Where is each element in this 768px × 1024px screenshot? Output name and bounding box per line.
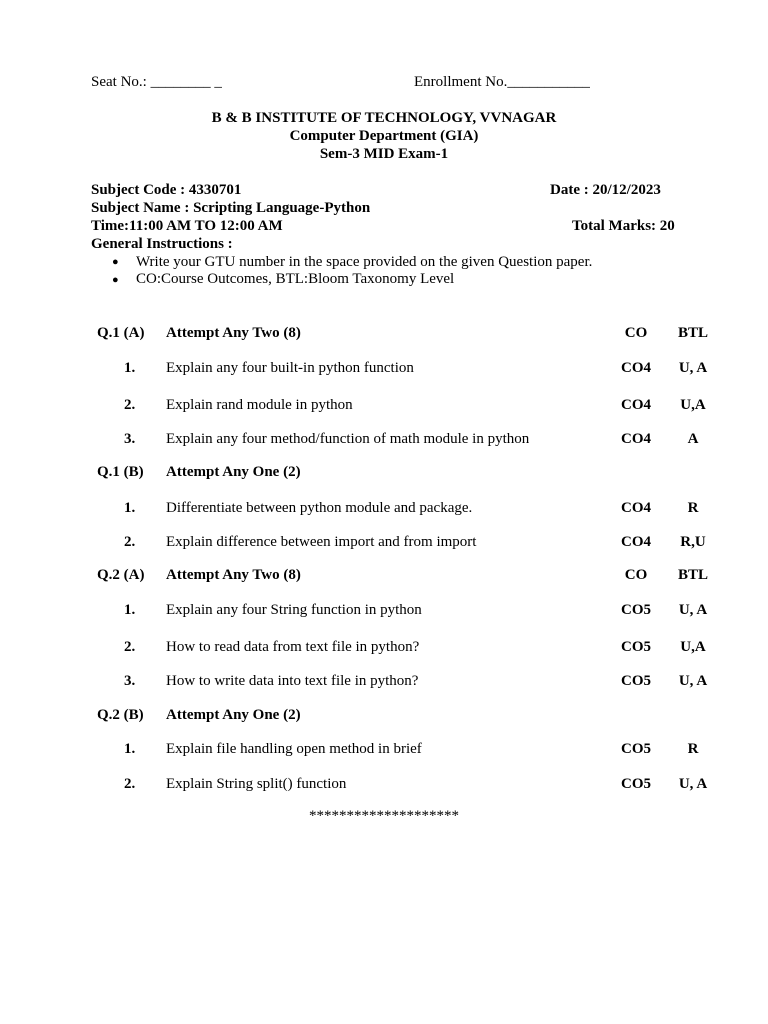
- question-item: [0, 740, 768, 760]
- item-text: Explain rand module in python: [166, 397, 353, 413]
- btl-column-header: BTL: [677, 567, 708, 583]
- question-section-header: [0, 463, 768, 483]
- item-co: CO5: [621, 602, 651, 618]
- question-item: [0, 775, 768, 795]
- item-number: 2.: [124, 534, 136, 550]
- item-btl: U,A: [680, 397, 706, 413]
- item-co: CO4: [621, 534, 651, 550]
- item-co: CO4: [621, 431, 651, 447]
- item-btl: U, A: [678, 776, 708, 792]
- institute-name: B & B INSTITUTE OF TECHNOLOGY, VVNAGAR: [211, 110, 557, 126]
- end-of-paper-marker: ********************: [309, 808, 459, 824]
- question-item: [0, 601, 768, 621]
- total-marks: Total Marks: 20: [572, 218, 675, 234]
- exam-title: Sem-3 MID Exam-1: [319, 146, 449, 162]
- co-column-header: CO: [624, 325, 648, 341]
- item-co: CO4: [621, 397, 651, 413]
- question-item: [0, 638, 768, 658]
- item-text: Explain String split() function: [166, 776, 347, 792]
- question-heading: Attempt Any One (2): [166, 464, 301, 480]
- item-co: CO5: [621, 776, 651, 792]
- item-number: 1.: [124, 360, 136, 376]
- btl-column-header: BTL: [677, 325, 708, 341]
- bullet-icon: ●: [112, 274, 119, 286]
- enrollment-number-label: Enrollment No.___________: [414, 74, 590, 90]
- item-btl: A: [687, 431, 699, 447]
- item-text: Explain difference between import and from import: [166, 534, 477, 550]
- item-number: 2.: [124, 776, 136, 792]
- instruction-item: CO:Course Outcomes, BTL:Bloom Taxonomy Level: [136, 271, 455, 287]
- item-text: Explain file handling open method in brief: [166, 741, 422, 757]
- item-text: Explain any four String function in python: [166, 602, 422, 618]
- item-number: 1.: [124, 500, 136, 516]
- item-co: CO5: [621, 639, 651, 655]
- item-number: 2.: [124, 639, 136, 655]
- item-text: How to write data into text file in python?: [166, 673, 419, 689]
- department-name: Computer Department (GIA): [289, 128, 479, 144]
- question-heading: Attempt Any One (2): [166, 707, 301, 723]
- item-text: Differentiate between python module and package.: [166, 500, 473, 516]
- item-text: Explain any four method/function of math module in python: [166, 431, 530, 447]
- question-section-header: [0, 706, 768, 726]
- item-number: 1.: [124, 602, 136, 618]
- instruction-item: Write your GTU number in the space provided on the given Question paper.: [136, 254, 593, 270]
- bullet-icon: ●: [112, 256, 119, 268]
- item-text: Explain any four built-in python function: [166, 360, 414, 376]
- item-number: 3.: [124, 673, 136, 689]
- item-text: How to read data from text file in python?: [166, 639, 420, 655]
- exam-date: Date : 20/12/2023: [550, 182, 661, 198]
- item-number: 3.: [124, 431, 136, 447]
- item-co: CO5: [621, 673, 651, 689]
- question-label: Q.2 (A): [97, 567, 145, 583]
- item-btl: U, A: [678, 602, 708, 618]
- question-section-header: [0, 324, 768, 344]
- question-heading: Attempt Any Two (8): [166, 325, 301, 341]
- item-number: 1.: [124, 741, 136, 757]
- seat-number-label: Seat No.: ________ _: [91, 74, 222, 90]
- item-btl: U,A: [680, 639, 706, 655]
- item-btl: R: [687, 500, 699, 516]
- item-co: CO4: [621, 500, 651, 516]
- item-co: CO5: [621, 741, 651, 757]
- instructions-heading: General Instructions :: [91, 236, 233, 252]
- item-number: 2.: [124, 397, 136, 413]
- co-column-header: CO: [624, 567, 648, 583]
- subject-code: Subject Code : 4330701: [91, 182, 242, 198]
- question-item: [0, 533, 768, 553]
- item-btl: R: [687, 741, 699, 757]
- item-btl: U, A: [678, 360, 708, 376]
- question-section-header: [0, 566, 768, 586]
- question-item: [0, 430, 768, 450]
- question-label: Q.1 (A): [97, 325, 145, 341]
- item-btl: U, A: [678, 673, 708, 689]
- question-item: [0, 499, 768, 519]
- item-co: CO4: [621, 360, 651, 376]
- question-label: Q.2 (B): [97, 707, 144, 723]
- question-item: [0, 672, 768, 692]
- question-heading: Attempt Any Two (8): [166, 567, 301, 583]
- subject-name: Subject Name : Scripting Language-Python: [91, 200, 371, 216]
- item-btl: R,U: [680, 534, 706, 550]
- question-item: [0, 396, 768, 416]
- question-label: Q.1 (B): [97, 464, 144, 480]
- exam-time: Time:11:00 AM TO 12:00 AM: [91, 218, 283, 234]
- question-item: [0, 359, 768, 379]
